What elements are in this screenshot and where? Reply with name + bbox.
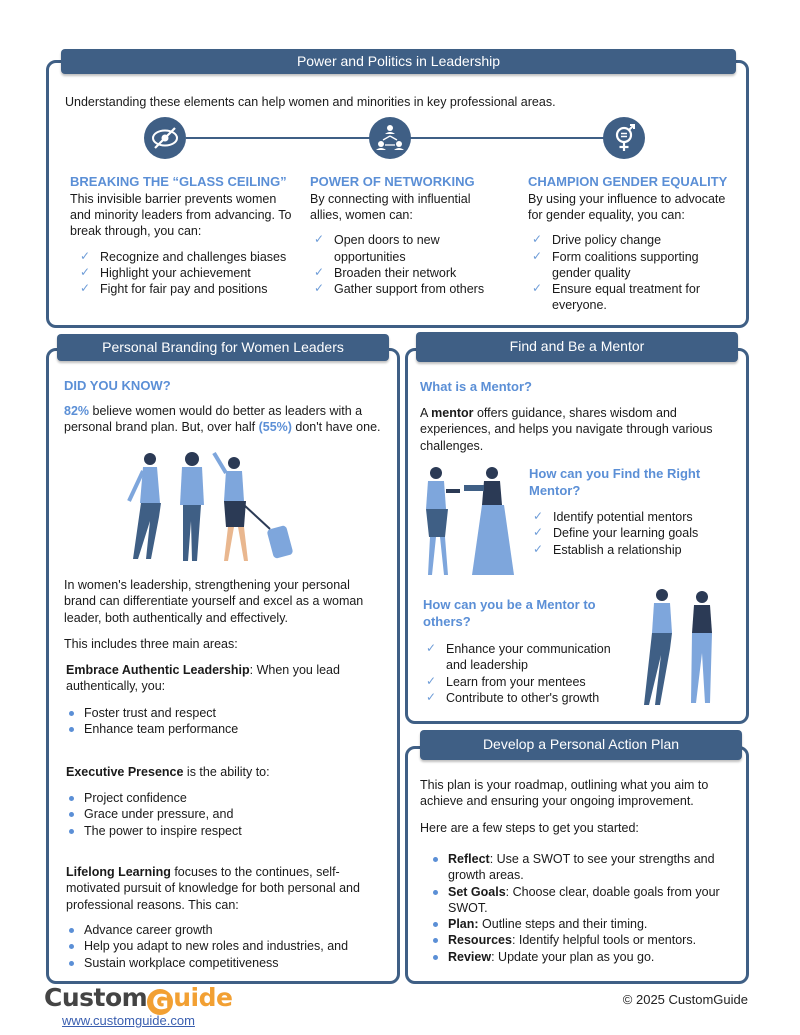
list-item: ✓ Contribute to other's growth	[422, 690, 622, 706]
eye-slash-icon	[144, 117, 186, 159]
logo-main: Custom	[44, 983, 148, 1012]
list-item: ✓ Highlight your achievement	[76, 265, 295, 281]
mentor-bold: mentor	[431, 406, 474, 420]
list-item: Sustain workplace competitiveness	[66, 955, 348, 971]
list-item: ✓ Enhance your communication and leadership	[422, 641, 622, 674]
step-text: : Identify helpful tools or mentors.	[511, 933, 697, 948]
power-intro: Understanding these elements can help women and minorities in key professional areas.	[65, 95, 556, 109]
step-bold: Reflect	[448, 852, 490, 866]
website-link[interactable]: www.customguide.com	[62, 1013, 195, 1028]
customguide-logo	[44, 982, 232, 1015]
list-item: ✓ Learn from your mentees	[422, 674, 622, 690]
logo-g-icon: G	[147, 989, 173, 1015]
mentor-title: Find and Be a Mentor	[416, 332, 738, 362]
executive-presence-text	[66, 764, 270, 780]
list-item: ✓ Gather support from others	[310, 281, 505, 297]
exec-desc: is the ability to:	[183, 765, 270, 779]
list-item: ✓ Form coalitions supporting gender quality	[528, 249, 733, 282]
list-item: Advance career growth	[66, 922, 348, 938]
gender-equality-icon	[603, 117, 645, 159]
brand-stat	[64, 403, 384, 436]
authentic-desc: : When you lead authentically, you:	[66, 663, 340, 694]
list-item	[430, 884, 735, 917]
list-item	[430, 932, 735, 948]
be-mentor-heading: How can you be a Mentor to others?	[423, 597, 596, 629]
power-title: Power and Politics in Leadership	[61, 49, 736, 74]
step-bold: Plan:	[448, 917, 479, 931]
what-mentor-text	[420, 405, 730, 454]
list-item: ✓ Broaden their network	[310, 265, 505, 281]
glass-ceiling-heading: BREAKING THE “GLASS CEILING”	[70, 174, 287, 189]
life-desc: focuses to the continues, self-motivated pursuit of knowledge for both personal and professional reasons. This can:	[66, 865, 360, 912]
logo-rest: uide	[173, 983, 233, 1012]
women-walking-illustration	[110, 447, 310, 569]
copyright: © 2025 CustomGuide	[622, 992, 748, 1007]
glass-ceiling-column	[70, 174, 295, 297]
executive-list	[66, 790, 242, 839]
list-item	[430, 916, 735, 932]
list-item: ✓ Establish a relationship	[529, 542, 698, 558]
list-item: Help you adapt to new roles and industries, and	[66, 938, 348, 954]
list-item: ✓ Ensure equal treatment for everyone.	[528, 281, 733, 314]
branding-title: Personal Branding for Women Leaders	[57, 334, 389, 361]
stat-pct: 82%	[64, 404, 90, 418]
list-item: ✓ Drive policy change	[528, 232, 733, 248]
list-item: ✓ Define your learning goals	[529, 525, 698, 541]
step-text: Outline steps and their timing.	[478, 917, 648, 931]
list-item: Enhance team performance	[66, 721, 238, 737]
step-bold: Review	[448, 949, 492, 964]
what-mentor-heading: What is a Mentor?	[420, 379, 532, 394]
stat-text-end: don't have one.	[291, 420, 381, 435]
list-item: Grace under pressure, and	[66, 806, 242, 822]
step-text: : Choose clear, doable goals from your SWOT.	[448, 884, 720, 915]
list-item: ✓ Fight for fair pay and positions	[76, 281, 295, 297]
walking-mentors-illustration	[630, 585, 730, 711]
list-item	[430, 851, 735, 884]
step-text: : Update your plan as you go.	[491, 949, 655, 964]
brand-para2: This includes three main areas:	[64, 637, 238, 651]
glass-ceiling-text: This invisible barrier prevents women and minority leaders from advancing. To break through, you can:	[70, 191, 292, 239]
did-you-know-heading: DID YOU KNOW?	[64, 378, 171, 393]
gender-equality-heading: CHAMPION GENDER EQUALITY	[528, 174, 728, 189]
step-text: : Use a SWOT to see your strengths and growth areas.	[448, 852, 715, 883]
find-mentor-list	[529, 509, 698, 558]
authentic-list	[66, 705, 238, 738]
gender-equality-text: By using your influence to advocate for gender equality, you can:	[528, 191, 726, 223]
stat-text: believe women would do better as leaders with a personal brand plan. But, over half	[64, 404, 363, 435]
plan-title: Develop a Personal Action Plan	[420, 730, 742, 760]
list-item: Project confidence	[66, 790, 242, 806]
list-item: Foster trust and respect	[66, 705, 238, 721]
plan-para1: This plan is your roadmap, outlining what you aim to achieve and ensuring your ongoing improvement.	[420, 778, 709, 809]
what-desc: offers guidance, shares wisdom and experiences, and helps you navigate through various challenges.	[420, 406, 713, 453]
lifelong-list	[66, 922, 348, 971]
step-bold: Set Goals	[448, 884, 506, 899]
list-item: The power to inspire respect	[66, 823, 242, 839]
life-bold: Lifelong Learning	[66, 865, 171, 879]
stat-pct2: (55%)	[258, 420, 292, 435]
networking-heading: POWER OF NETWORKING	[310, 174, 475, 189]
list-item	[430, 949, 735, 965]
mentoring-illustration	[420, 463, 520, 581]
find-mentor-heading: How can you Find the Right Mentor?	[529, 466, 701, 498]
plan-para2: Here are a few steps to get you started:	[420, 821, 639, 835]
networking-text: By connecting with influential allies, women can:	[310, 191, 471, 223]
be-mentor-list	[422, 641, 622, 706]
list-item: ✓ Open doors to new opportunities	[310, 232, 505, 265]
network-icon	[369, 117, 411, 159]
gender-equality-column	[528, 174, 733, 314]
brand-para1: In women's leadership, strengthening your personal brand can differentiate yourself and excel as a woman leader, both authentically and effectively.	[64, 578, 364, 625]
exec-bold: Executive Presence	[66, 765, 184, 779]
plan-steps	[430, 851, 735, 965]
networking-column	[310, 174, 505, 297]
list-item: ✓ Recognize and challenges biases	[76, 249, 295, 265]
list-item: ✓ Identify potential mentors	[529, 509, 698, 525]
authentic-leadership-text	[66, 662, 376, 695]
authentic-bold: Embrace Authentic Leadership	[66, 663, 250, 677]
step-bold: Resources	[448, 933, 512, 948]
lifelong-learning-text	[66, 864, 376, 913]
what-pre: A	[420, 406, 432, 420]
